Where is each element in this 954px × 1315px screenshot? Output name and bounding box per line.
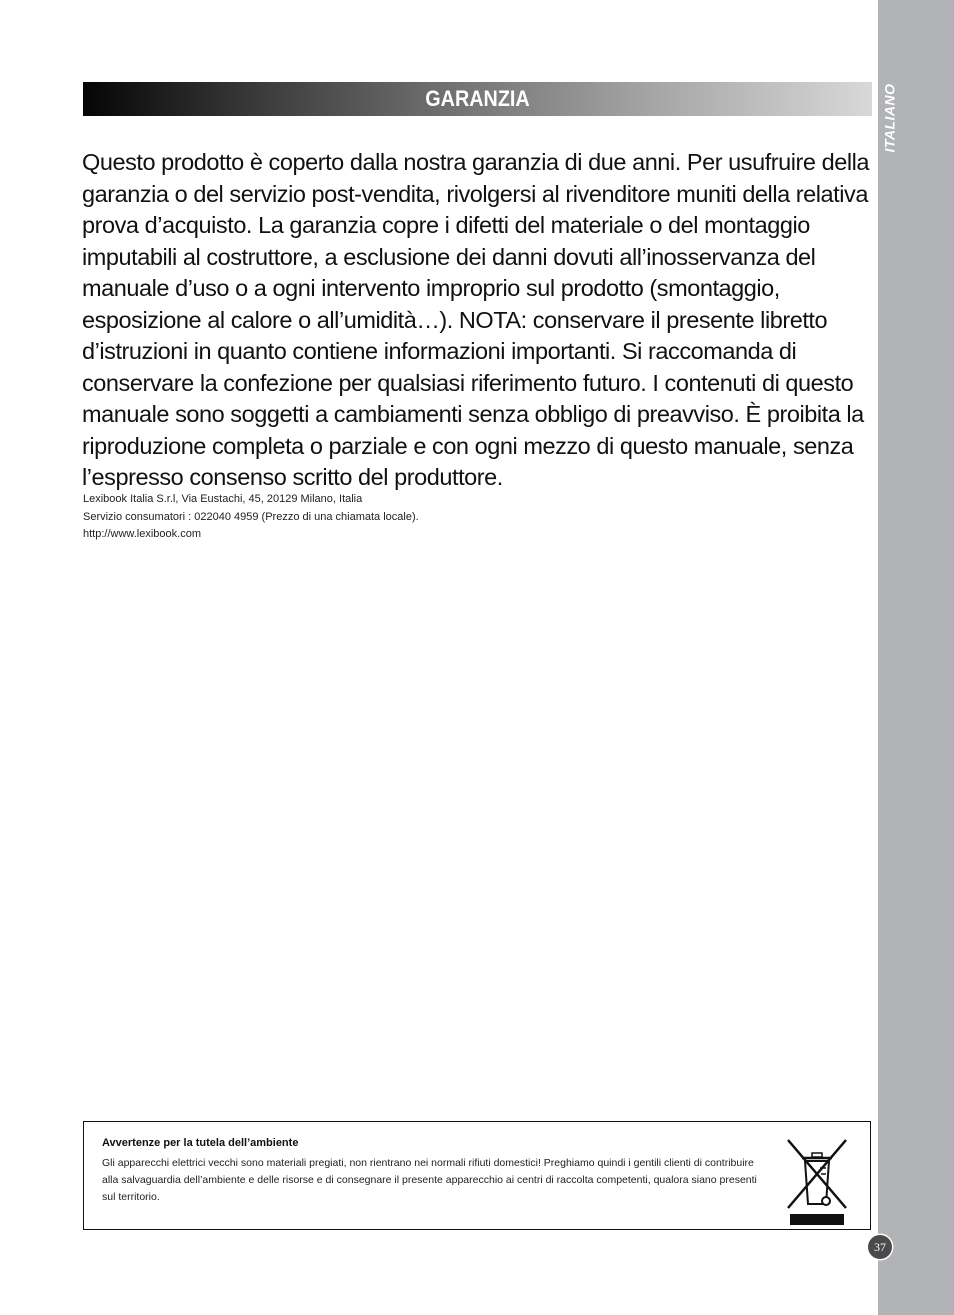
environment-notice-title: Avvertenze per la tutela dell’ambiente	[102, 1137, 299, 1149]
language-sidebar	[878, 0, 954, 1315]
contact-service-phone: Servizio consumatori : 022040 4959 (Prezzo di una chiamata locale).	[83, 510, 419, 523]
section-title-bar	[83, 82, 872, 116]
language-label-container	[879, 78, 901, 158]
environment-notice-box	[83, 1121, 871, 1230]
contact-website-link[interactable]: http://www.lexibook.com	[83, 528, 201, 540]
language-label: ITALIANO	[882, 83, 899, 153]
section-title: GARANZIA	[425, 86, 530, 111]
environment-notice-text: Gli apparecchi elettrici vecchi sono materiali pregiati, non rientrano nei normali rifiuti domestici! Preghiamo quindi i gentili clienti di contribuire alla salvaguardia dell’ambiente e delle risorse e di consegnare il presente apparecchio ai centri di raccolta competenti, qualora siano presenti sul territorio.	[102, 1157, 757, 1203]
contact-address: Lexibook Italia S.r.l, Via Eustachi, 45, 20129 Milano, Italia	[83, 493, 363, 505]
contact-info	[83, 491, 683, 544]
crossed-out-wheelie-bin-icon	[784, 1134, 850, 1228]
warranty-text: Questo prodotto è coperto dalla nostra garanzia di due anni. Per usufruire della garanzia o del servizio post-vendita, rivolgersi al rivenditore muniti della relativa prova d’acquisto. La garanzia copre i difetti del materiale o del montaggio imputabili al costruttore, a esclusione dei danni dovuti all’inosservanza del manuale d’uso o a ogni intervento improprio sul prodotto (smontaggio, esposizione al calore o all’umidità…). NOTA: conservare il presente libretto d’istruzioni in quanto contiene informazioni importanti. Si raccomanda di conservare la confezione per qualsiasi riferimento futuro. I contenuti di questo manuale sono soggetti a cambiamenti senza obbligo di preavviso. È proibita la riproduzione completa o parziale e con ogni mezzo di questo manuale, senza l’espresso consenso scritto del produttore.	[82, 149, 870, 490]
page-number-badge: 37	[868, 1235, 892, 1259]
